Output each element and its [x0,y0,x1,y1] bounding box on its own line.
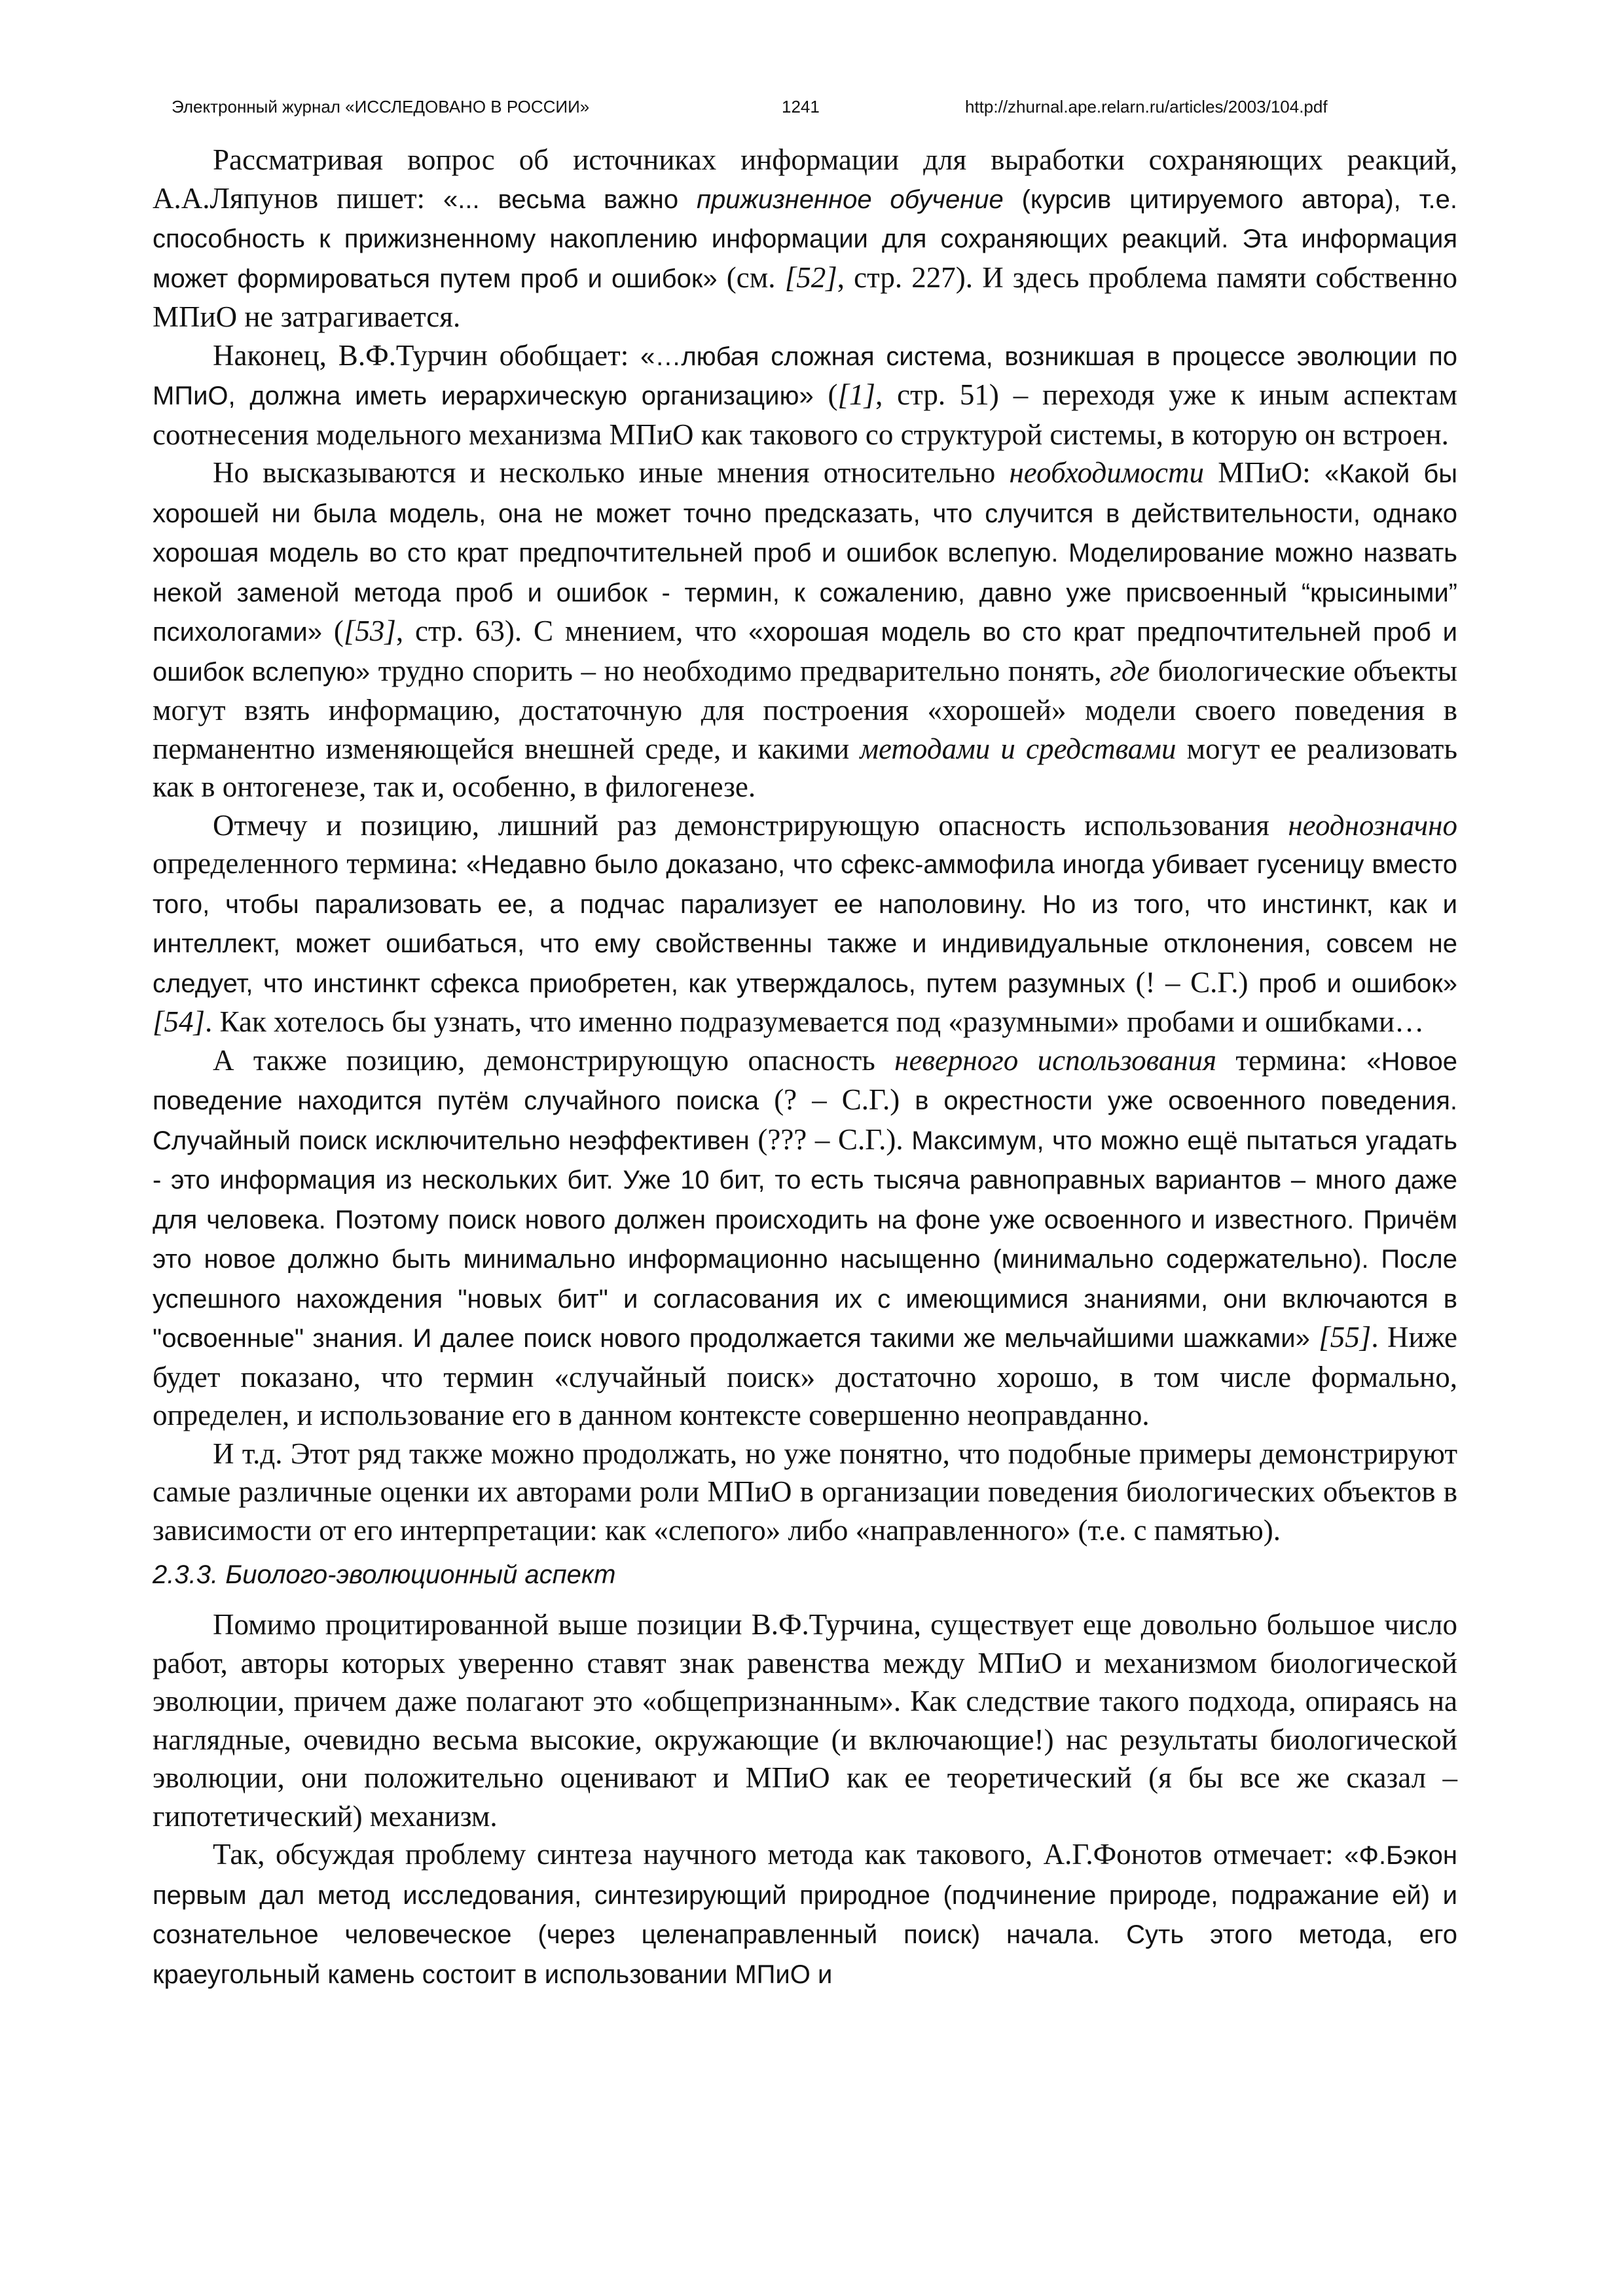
body-text-segment: где [1110,654,1150,687]
page-number: 1241 [782,97,820,117]
body-text-segment: , стр. 227). И здесь проблема памяти собственно МПиО не затрагивается. [153,260,1458,333]
quotation-text: в окрестности уже освоенного поведения. Случайный поиск исключительно неэффективен [153,1086,1457,1155]
section-heading: 2.3.3. Биолого-эволюционный аспект [153,1560,616,1589]
body-text-segment: (??? – С.Г.). [749,1122,912,1156]
body-text-segment: Наконец, В.Ф.Турчин обобщает: [213,338,641,372]
running-header [172,97,1481,123]
body-text-segment: (см. [717,260,785,294]
body-text-segment: , стр. 63). С мнением, что [395,615,749,647]
body-text-segment: . Как хотелось бы узнать, что именно подразумевается под «разумными» пробами и ошибками… [205,1005,1425,1038]
body-text-segment: Рассматривая вопрос об источниках информации для выработки сохраняющих реакций, А.А.Ляпунов пишет: [153,143,1457,215]
quotation-text: «Новое поведение находится путём случайного поиска [153,1047,1457,1115]
body-text-segment: (? – С.Г.) [759,1083,915,1116]
body-text-segment: [53] [343,615,396,647]
body-text-segment: Отмечу и позицию, лишний раз демонстрирующую опасность использования [213,808,1288,842]
quotation-text: прижизненное обучение [696,185,1004,214]
body-text-segment: термина: [1216,1043,1367,1077]
quotation-text: проб и ошибок» [1258,969,1457,998]
quotation-text: Максимум, что можно ещё пытаться угадать - это информация из нескольких бит. Уже 10 бит, то есть тысяча равноправных вариантов – много даже для человека. Поэтому поиск нового должен происходить на фоне уже освоенного и известного. Причём это новое должно быть минимально информационно насыщенно (минимально содержательно). После успешного нахождения "новых бит" и согласования их с имеющимися знаниями, они включаются в "освоенные" знания. И далее поиск нового продолжается такими же мельчайшими шажками» [153,1126,1457,1353]
paragraphs-before-section [153,141,1457,1549]
paragraph [153,1041,1457,1435]
quotation-text: «Недавно было доказано, что сфекс-аммофила иногда убивает гусеницу вместо того, чтобы парализовать ее, а подчас парализует ее наполовину. Но из того, что инстинкт, как и интеллект, может ошибаться, что ему свойственны также и индивидуальные отклонения, совсем не следует, что инстинкт сфекса приобретен, как утверждалось, путем разумных [153,850,1457,998]
body-text-segment: [52] [784,260,837,294]
quotation-text: «... весьма важно [443,185,697,214]
body-text-segment: ( [322,615,344,647]
body-text-segment: МПиО: [1204,456,1324,489]
body-text-segment: [1] [837,378,876,411]
paragraph [153,141,1457,336]
body-text-segment: Помимо процитированной выше позиции В.Ф.Турчина, существует еще довольно большое число работ, авторы которых уверенно ставят знак равенства между МПиО и механизмом биологической эволюции, причем даже полагают это «общепризнанным». Как следствие такого подхода, опираясь на наглядные, очевидно весьма высокие, окружающие (и включающие!) нас результаты биологической эволюции, они положительно оценивают и МПиО как ее теоретический (я бы все же сказал – гипотетический) механизм. [153,1608,1457,1833]
paragraph [153,454,1457,806]
body-text-segment: биологические объекты могут взять информацию, достаточную для построения «хорошей» модели своего поведения в перманентно изменяющейся внешней среде, и какими [153,654,1457,765]
body-text-segment: необходимости [1009,456,1205,489]
quotation-text: «Ф.Бэкон первым дал метод исследования, синтезирующий природное (подчинение природе, подражание ей) и сознательное человеческое (через целенаправленный поиск) начала. Суть этого метода, его краеугольный камень состоит в использовании МПиО и [153,1841,1457,1989]
body-text-segment: (! – С.Г.) [1125,965,1259,999]
body-text-segment: [55] [1319,1321,1372,1354]
paragraph [153,1435,1457,1550]
paragraph [153,806,1457,1041]
body-text-segment: [54] [153,1005,206,1038]
body-text-segment: Так, обсуждая проблему синтеза научного метода как такового, А.Г.Фонотов отмечает: [213,1838,1345,1871]
body-text-segment: могут ее реализовать как в онтогенезе, так и, особенно, в филогенезе. [153,732,1457,803]
body-text-segment: ( [813,378,838,411]
body-text-segment: И т.д. Этот ряд также можно продолжать, но уже понятно, что подобные примеры демонстрируют самые различные оценки их авторами роли МПиО в организации поведения биологических объектов в зависимости от его интерпретации: как «слепого» либо «направленного» (т.е. с памятью). [153,1437,1457,1547]
body-text-segment [1310,1321,1319,1354]
body-text-segment: трудно спорить – но необходимо предварительно понять, [370,654,1110,687]
body-text-segment: определенного термина: [153,847,467,880]
body-text-segment: неоднозначно [1288,808,1457,842]
paragraph [153,336,1457,454]
body-text-segment: А также позицию, демонстрирующую опасность [213,1043,895,1077]
journal-title: Электронный журнал «ИССЛЕДОВАНО В РОССИИ» [172,97,590,117]
body-text-segment: методами и средствами [860,732,1176,765]
quotation-text: (курсив цитируемого автора), т.е. способность к прижизненному накоплению информации для сохраняющих реакций. Эта информация может формироваться путем проб и ошибок» [153,185,1457,293]
quotation-text: «хорошая модель во сто крат предпочтительней проб и ошибок вслепую» [153,618,1457,687]
body-text-segment: , стр. 51) – переходя уже к иным аспектам соотнесения модельного механизма МПиО как такового со структурой системы, в которую он встроен. [153,378,1457,451]
quotation-text: «Какой бы хорошей ни была модель, она не может точно предсказать, что случится в действительности, однако хорошая модель во сто крат предпочтительней проб и ошибок вслепую. Моделирование можно назвать некой заменой метода проб и ошибок - термин, к сожалению, давно уже присвоенный “крысиными” психологами» [153,459,1457,647]
paragraphs-after-section [153,1605,1457,1994]
paragraph [153,1835,1457,1994]
paragraph [153,1605,1457,1835]
body-text-segment: . Ниже будет показано, что термин «случайный поиск» достаточно хорошо, в том числе формально, определен, и использование его в данном контексте совершенно неоправданно. [153,1321,1458,1431]
article-body [153,141,1457,1994]
body-text-segment: Но высказываются и несколько иные мнения относительно [213,456,1010,489]
article-url: http://zhurnal.ape.relarn.ru/articles/2003/104.pdf [965,97,1328,117]
quotation-text: «…любая сложная система, возникшая в процессе эволюции по МПиО, должна иметь иерархическую организацию» [153,342,1457,410]
body-text-segment: неверного использования [894,1043,1217,1077]
